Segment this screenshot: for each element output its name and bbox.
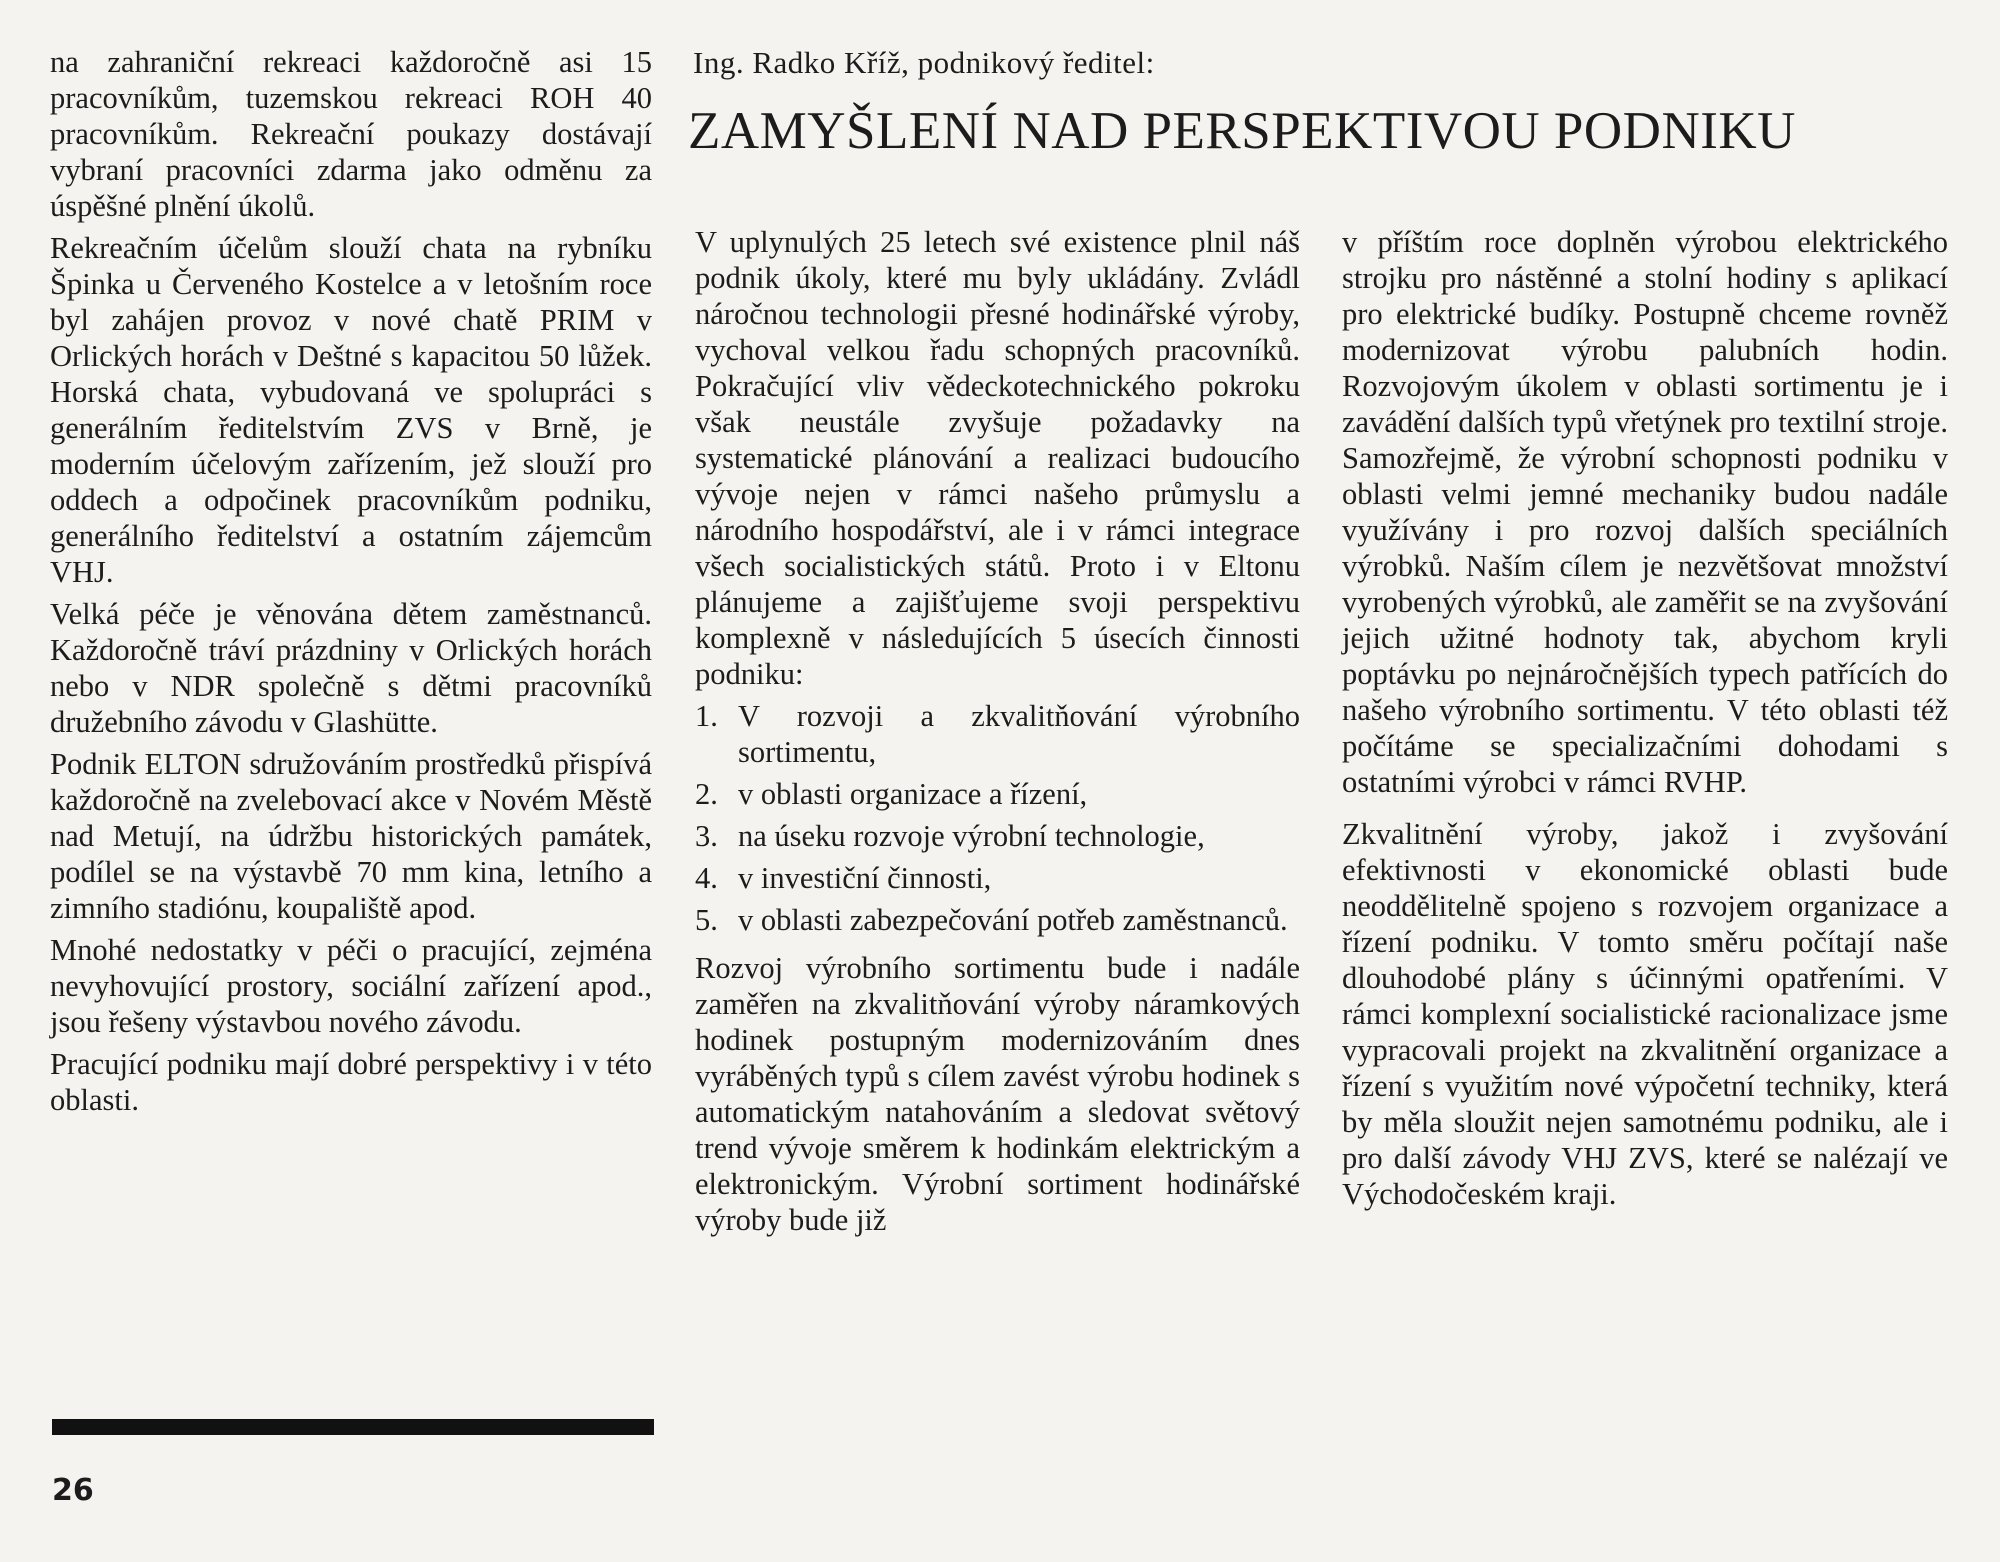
list-item <box>695 698 1300 770</box>
list-item <box>695 776 1300 812</box>
list-number: 3. <box>695 819 718 853</box>
left-paragraph: Podnik ELTON sdružováním prostředků přispívá každoročně na zvelebovací akce v Novém Městě nad Metují, na údržbu historických památek, podílel se na výstavbě 70 mm kina, letního a zimního stadiónu, koupaliště apod. <box>50 747 652 925</box>
left-paragraph: Mnohé nedostatky v péči o pracující, zejména nevyhovující prostory, sociální zařízení apod., jsou řešeny výstavbou nového závodu. <box>50 933 652 1039</box>
black-rule <box>52 1419 654 1435</box>
left-paragraph: Pracující podniku mají dobré perspektivy i v této oblasti. <box>50 1047 652 1117</box>
list-item <box>695 860 1300 896</box>
list-item <box>695 818 1300 854</box>
middle-column <box>695 224 1300 1244</box>
list-number: 2. <box>695 777 718 811</box>
list-number: 5. <box>695 903 718 937</box>
list-text: na úseku rozvoje výrobní technologie, <box>738 819 1205 853</box>
page-number: 26 <box>52 1473 94 1508</box>
activity-list <box>695 698 1300 938</box>
list-number: 1. <box>695 699 718 733</box>
list-text: V rozvoji a zkvalitňování výrobního sortimentu, <box>738 699 1300 769</box>
left-paragraph: na zahraniční rekreaci každoročně asi 15 pracovníkům, tuzemskou rekreaci ROH 40 pracovníkům. Rekreační poukazy dostávají vybraní pracovníci zdarma jako odměnu za úspěšné plnění úkolů. <box>50 45 652 223</box>
left-paragraph: Velká péče je věnována dětem zaměstnanců. Každoročně tráví prázdniny v Orlických horách nebo v NDR společně s dětmi pracovníků družebního závodu v Glashütte. <box>50 597 652 739</box>
list-text: v investiční činnosti, <box>738 861 992 895</box>
left-column <box>50 44 652 1124</box>
left-paragraph: Rekreačním účelům slouží chata na rybníku Špinka u Červeného Kostelce a v letošním roce byl zahájen provoz v nové chatě PRIM v Orlických horách v Deštné s kapacitou 50 lůžek. Horská chata, vybudovaná ve spolupráci s generálním ředitelstvím ZVS v Brně, je moderním účelovým zařízením, jež slouží pro oddech a odpočinek pracovníkům podniku, generálního ředitelství a ostatním zájemcům VHJ. <box>50 231 652 589</box>
article-byline: Ing. Radko Kříž, podnikový ředitel: <box>693 45 1155 80</box>
article-intro: V uplynulých 25 letech své existence plnil náš podnik úkoly, které mu byly ukládány. Zvládl náročnou technologii přesné hodinářské výroby, vychoval velkou řadu schopných pracovníků. Pokračující vliv vědeckotechnického pokroku však neustále zvyšuje požadavky na systematické plánování a realizaci budoucího vývoje nejen v rámci našeho průmyslu a národního hospodářství, ale i v rámci integrace všech socialistických států. Proto i v Eltonu plánujeme a zajišťujeme svoji perspektivu komplexně v následujících 5 úsecích činnosti podniku: <box>695 225 1300 691</box>
list-item <box>695 902 1300 938</box>
right-column <box>1342 224 1948 1218</box>
list-text: v oblasti zabezpečování potřeb zaměstnanců. <box>738 903 1288 937</box>
list-number: 4. <box>695 861 718 895</box>
article-title: ZAMYŠLENÍ NAD PERSPEKTIVOU PODNIKU <box>688 102 1796 160</box>
list-text: v oblasti organizace a řízení, <box>738 777 1088 811</box>
article-paragraph: v příštím roce doplněn výrobou elektrického strojku pro nástěnné a stolní hodiny s aplikací pro elektrické budíky. Postupně chceme rovněž modernizovat výrobu palubních hodin. Rozvojovým úkolem v oblasti sortimentu je i zavádění dalších typů vřetýnek pro textilní stroje. Samozřejmě, že výrobní schopnosti podniku v oblasti velmi jemné mechaniky budou nadále využívány i pro rozvoj dalších speciálních výrobků. Naším cílem je nezvětšovat množství vyrobených výrobků, ale zaměřit se na zvyšování jejich užitné hodnoty tak, abychom kryli poptávku po nejnáročnějších typech patřících do našeho výrobního sortimentu. V této oblasti též počítáme se specializačními dohodami s ostatními výrobci v rámci RVHP. <box>1342 225 1948 799</box>
article-paragraph: Rozvoj výrobního sortimentu bude i nadále zaměřen na zkvalitňování výroby náramkových hodinek postupným modernizováním dnes vyráběných typů s cílem zavést výrobu hodinek s automatickým natahováním a sledovat světový trend vývoje směrem k hodinkám elektrickým a elektronickým. Výrobní sortiment hodinářské výroby bude již <box>695 951 1300 1237</box>
article-paragraph: Zkvalitnění výroby, jakož i zvyšování efektivnosti v ekonomické oblasti bude neoddělitelně spojeno s rozvojem organizace a řízení podniku. V tomto směru počítají naše dlouhodobé plány s účinnými opatřeními. V rámci komplexní socialistické racionalizace jsme vypracovali projekt na zkvalitnění organizace a řízení s využitím nové výpočetní techniky, která by měla sloužit nejen samotnému podniku, ale i pro další závody VHJ ZVS, které se nalézají ve Východočeském kraji. <box>1342 817 1948 1211</box>
